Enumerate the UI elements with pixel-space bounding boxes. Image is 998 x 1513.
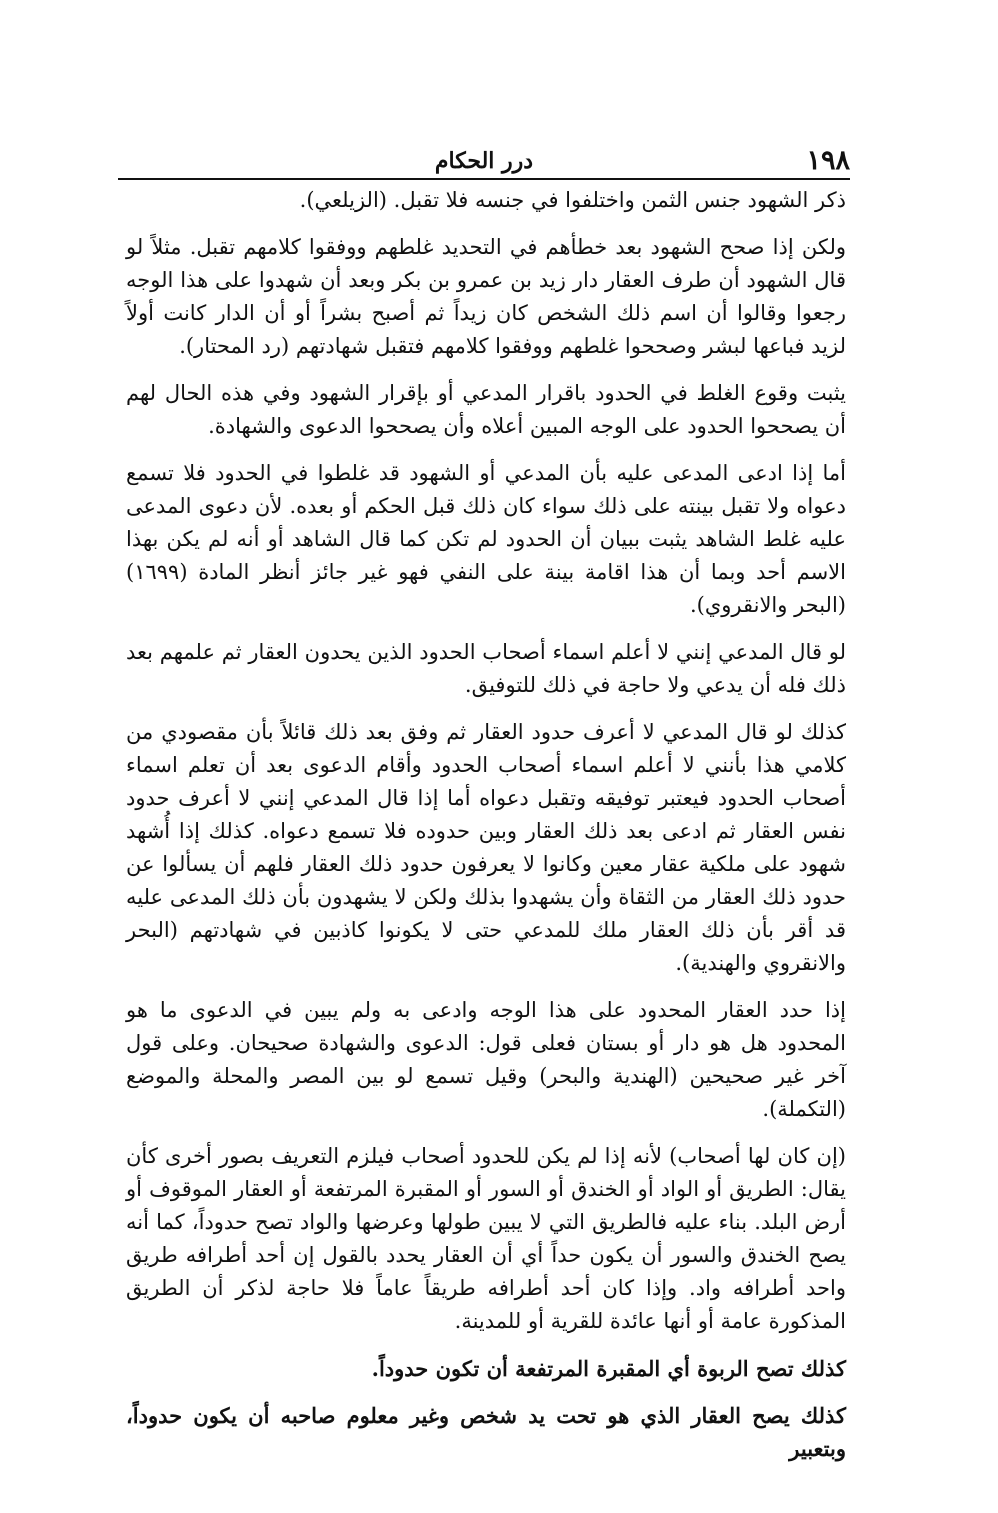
- running-title: درر الحكام: [434, 148, 534, 174]
- paragraph: أما إذا ادعى المدعى عليه بأن المدعي أو الشهود قد غلطوا في الحدود فلا تسمع دعواه ولا تقبل بينته على ذلك سواء كان ذلك قبل الحكم أو بعده. لأن دعوى المدعى عليه غلط الشاهد يثبت ببيان أن الحدود لم تكن كما قال الشاهد أو أنه لم يكن بهذا الاسم أحد وبما أن هذا اقامة بينة على النفي فهو غير جائز أنظر المادة (١٦٩٩) (البحر والانقروي).: [126, 461, 846, 617]
- paragraph: (إن كان لها أصحاب) لأنه إذا لم يكن للحدود أصحاب فيلزم التعريف بصور أخرى كأن يقال: الطريق أو الواد أو الخندق أو السور أو المقبرة المرتفعة أو العقار الموقوف أو أرض البلد. بناء عليه فالطريق التي لا يبين طولها وعرضها والواد تصح حدوداً، كما أنه يصح الخندق والسور أن يكون حداً أي أن العقار يحدد بالقول إن أحد أطرافه طريق واحد أطرافه واد. وإذا كان أحد أطرافه طريقاً عاماً فلا حاجة لذكر أن الطريق المذكورة عامة أو أنها عائدة للقرية أو للمدينة.: [126, 1144, 846, 1333]
- header-rule: [118, 178, 850, 180]
- paragraph: يثبت وقوع الغلط في الحدود باقرار المدعي أو بإقرار الشهود وفي هذه الحال لهم أن يصححوا الحدود على الوجه المبين أعلاه وأن يصححوا الدعوى والشهادة.: [126, 381, 846, 438]
- body-text: [126, 184, 846, 1479]
- page-number: ١٩٨: [806, 145, 850, 176]
- paragraph: ولكن إذا صحح الشهود بعد خطأهم في التحديد غلطهم ووفقوا كلامهم تقبل. مثلاً لو قال الشهود أن طرف العقار دار زيد بن عمرو بن بكر وبعد أن شهدوا على هذا الوجه رجعوا وقالوا أن اسم ذلك الشخص كان زيداً ثم أصبح بشراً أو أن الدار كانت أولاً لزيد فباعها لبشر وصححوا غلطهم ووفقوا كلامهم فتقبل شهادتهم (رد المحتار).: [126, 235, 847, 358]
- paragraph: إذا حدد العقار المحدود على هذا الوجه وادعى به ولم يبين في الدعوى ما هو المحدود هل هو دار أو بستان فعلى قول: الدعوى والشهادة صحيحان. وعلى قول آخر غير صحيحين (الهندية والبحر) وقيل تسمع لو بين المصر والمحلة والموضع (التكملة).: [126, 998, 846, 1121]
- paragraph: كذلك يصح العقار الذي هو تحت يد شخص وغير معلوم صاحبه أن يكون حدوداً، وبتعبير: [126, 1403, 846, 1461]
- paragraph: لو قال المدعي إنني لا أعلم اسماء أصحاب الحدود الذين يحدون العقار ثم علمهم بعد ذلك فله أن يدعي ولا حاجة في ذلك للتوفيق.: [126, 640, 846, 697]
- page-header: [118, 138, 850, 178]
- paragraph: ذكر الشهود جنس الثمن واختلفوا في جنسه فلا تقبل. (الزيلعي).: [299, 188, 846, 212]
- paragraph: كذلك لو قال المدعي لا أعرف حدود العقار ثم وفق بعد ذلك قائلاً بأن مقصودي من كلامي هذا بأنني لا أعلم اسماء أصحاب الحدود وأقام الدعوى بعد أن تعلم اسماء أصحاب الحدود فيعتبر توفيقه وتقبل دعواه أما إذا قال المدعي إنني لا أعرف حدود نفس العقار ثم ادعى بعد ذلك العقار وبين حدوده فلا تسمع دعواه. كذلك إذا أُشهد شهود على ملكية عقار معين وكانوا لا يعرفون حدود ذلك العقار فلهم أن يسألوا عن حدود ذلك العقار من الثقاة وأن يشهدوا بذلك ولكن لا يشهدون بأن ذلك المدعى عليه قد أقر بأن ذلك العقار ملك للمدعي حتى لا يكونوا كاذبين في شهادتهم (البحر والانقروي والهندية).: [126, 720, 846, 975]
- paragraph: كذلك تصح الربوة أي المقبرة المرتفعة أن تكون حدوداً.: [371, 1356, 846, 1381]
